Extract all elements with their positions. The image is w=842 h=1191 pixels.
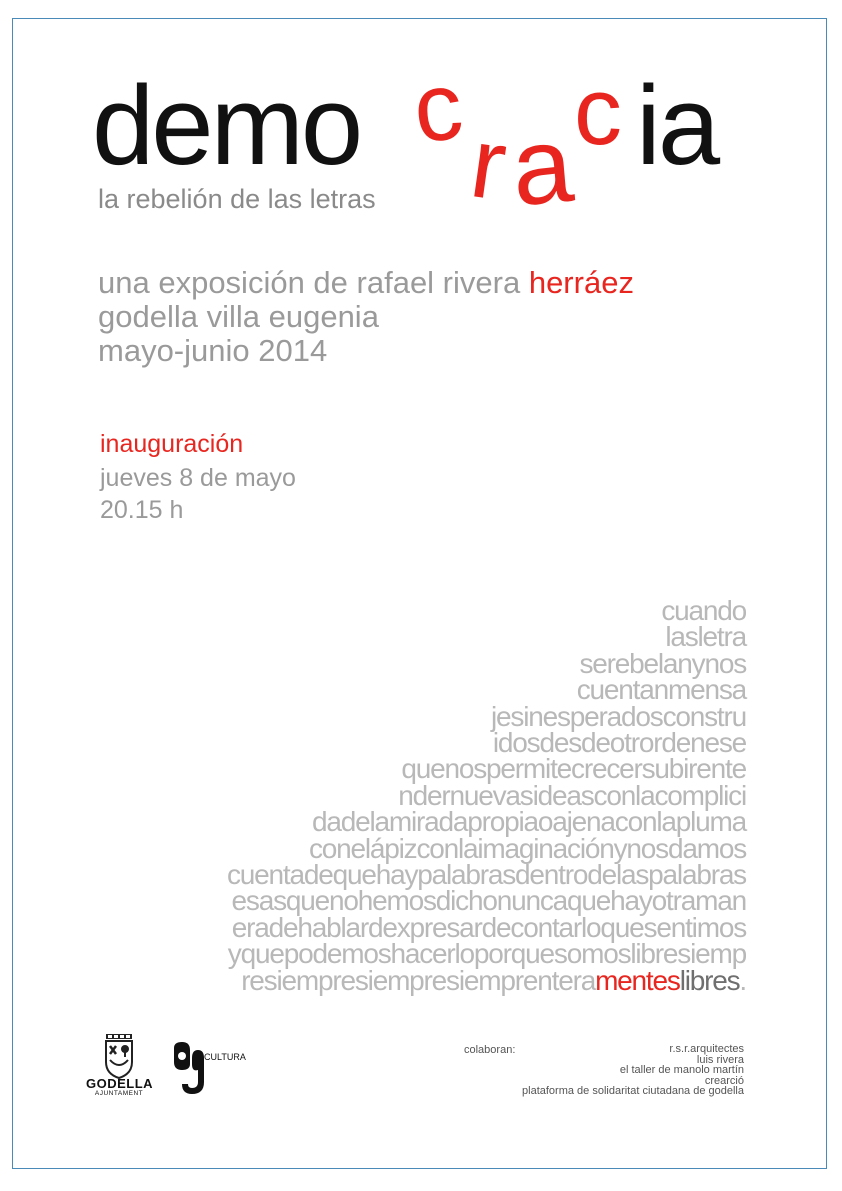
poem-line: serebelanynos xyxy=(579,647,746,679)
poem-line: dadelamiradapropiaoajenaconlapluma xyxy=(312,806,746,838)
poem-highlight-mentes: mentes xyxy=(595,964,680,996)
poem-line: idosdesdeotrordenese xyxy=(492,727,746,759)
title-red-letter-r: r xyxy=(464,106,513,222)
title-red-letter-c2: c xyxy=(574,58,622,165)
poem-line: conelápizconlaimaginaciónynosdamos xyxy=(308,832,746,864)
poem-last-plain: resiempresiempresiemprentera xyxy=(241,964,596,996)
poem-line: ndernuevasideasconlacomplici xyxy=(398,779,746,811)
credits-names xyxy=(522,1044,744,1097)
credit-name: luis rivera xyxy=(696,1053,744,1066)
exhibition-line-1 xyxy=(98,266,634,300)
godella-logo xyxy=(86,1032,152,1102)
credit-name: plataforma de solidaritat ciutadana de godella xyxy=(522,1085,744,1097)
credit-name: el taller de manolo martín xyxy=(619,1064,744,1076)
inauguration-time: 20.15 h xyxy=(100,496,184,524)
poem-line: quenospermitecrecersubirente xyxy=(401,753,746,785)
cultura-label: CULTURA xyxy=(204,1052,246,1062)
exhibition-dates: mayo-junio 2014 xyxy=(98,333,328,368)
exhibition-author-highlight: herráez xyxy=(528,265,634,300)
poem-end-dot: . xyxy=(739,964,746,996)
inauguration-label: inauguración xyxy=(100,430,244,458)
cultura-logo xyxy=(170,1040,260,1096)
credits-label: colaboran: xyxy=(464,1044,516,1056)
cultura-logo-icon xyxy=(170,1040,206,1096)
poem-highlight-libres: libres xyxy=(679,964,740,996)
subtitle: la rebelión de las letras xyxy=(98,184,376,214)
godella-sub: AJUNTAMENT xyxy=(94,1090,144,1097)
poem-block xyxy=(226,595,746,996)
title-red-letter-c1: c xyxy=(408,51,468,164)
poem-line: cuando xyxy=(661,595,746,626)
exhibition-info xyxy=(98,266,634,368)
poem-line: esasquenohemosdichonuncaquehayotraman xyxy=(231,885,746,917)
poem-line: jesinesperadosconstru xyxy=(491,700,746,732)
exhibition-author: una exposición de rafael rivera xyxy=(98,265,521,300)
title-part-ia: ia xyxy=(636,63,718,188)
title-red-letter-a: a xyxy=(506,102,578,229)
poem-line: cuentadequehaypalabrasdentrodelaspalabras xyxy=(226,859,746,891)
poem-line: cuentanmensa xyxy=(576,674,746,706)
inauguration-date: jueves 8 de mayo xyxy=(100,464,296,492)
coat-of-arms-icon xyxy=(86,1032,152,1080)
credit-name: r.s.r.arquitectes xyxy=(669,1043,744,1055)
title-part-demo: demo xyxy=(92,63,361,188)
poem-last-line xyxy=(227,964,746,996)
godella-name: GODELLA xyxy=(86,1076,154,1091)
credit-name: crearció xyxy=(704,1074,744,1087)
poem-line: yquepodemoshacerloporquesomoslibresiemp xyxy=(227,938,746,970)
poem-line: lasletra xyxy=(665,621,746,653)
poem-line: eradehablardexpresardecontarloquesentimos xyxy=(231,911,746,943)
exhibition-venue: godella villa eugenia xyxy=(98,299,379,334)
